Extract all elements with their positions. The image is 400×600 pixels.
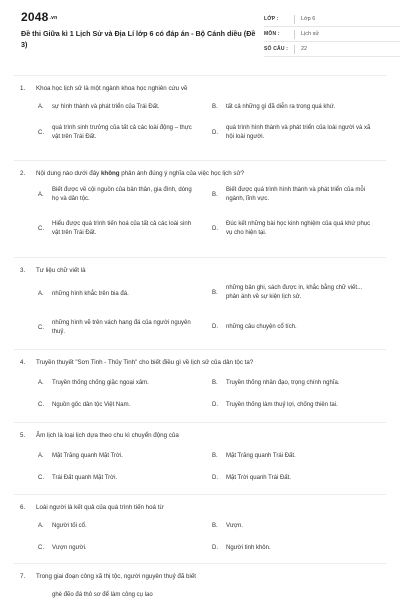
option-d[interactable] (212, 474, 372, 483)
option-c[interactable] (38, 401, 198, 410)
option-text: Truyền thống chống giặc ngoại xâm. (52, 380, 149, 386)
question-3 (14, 257, 386, 349)
question-text: Tư liệu chữ viết là (36, 267, 86, 274)
option-d[interactable] (212, 401, 372, 410)
option-text: Hiểu được quá trình tiến hoá của tất cả các loài sinh vật trên Trái Đất. (52, 221, 192, 236)
question-number: 1. (20, 85, 26, 92)
option-text: những hình vẽ trên vách hang đá của người nguyên thuỷ. (52, 320, 191, 335)
question-text: Trong giai đoạn công xã thị tộc, người nguyên thuỷ đã biết (36, 573, 197, 580)
question-text: Loài người là kết quả của quá trình tiến hoá từ (36, 504, 164, 511)
option-letter: A. (38, 523, 44, 529)
option-letter: C. (38, 324, 44, 331)
meta-divider (294, 15, 295, 24)
option-text: những bản ghi, sách được in, khắc bằng chữ viết... phản ánh về sự kiện lịch sử. (226, 285, 363, 300)
option-b[interactable] (212, 103, 372, 112)
option-a[interactable] (38, 522, 198, 531)
question-text: Truyền thuyết "Sơn Tinh - Thủy Tinh" cho biết điều gì về lịch sử của dân tộc ta? (36, 359, 254, 366)
option-text: Người tối cổ. (52, 523, 87, 529)
option-b[interactable] (212, 284, 372, 302)
question-number: 6. (20, 504, 26, 511)
question-4 (14, 349, 386, 421)
logo-text: 2048 (21, 10, 49, 24)
option-text: Người tinh khôn. (226, 545, 271, 551)
option-letter: A. (38, 191, 44, 198)
question-1 (14, 75, 386, 155)
option-letter: C. (38, 225, 44, 232)
option-b[interactable] (212, 186, 372, 204)
option-letter: B. (212, 380, 218, 386)
meta-label: MÔN : (264, 31, 280, 37)
option-c[interactable] (38, 319, 198, 337)
option-text: Vượn người. (52, 545, 87, 551)
option-letter: D. (212, 545, 218, 551)
option-letter: C. (38, 129, 44, 136)
option-a[interactable] (38, 186, 198, 204)
option-letter: C. (38, 475, 44, 481)
question-number: 7. (20, 573, 26, 580)
option-a[interactable] (38, 379, 198, 388)
option-d[interactable] (212, 220, 372, 238)
option-text: sự hình thành và phát triển của Trái Đất. (52, 104, 160, 110)
question-text-emphasis: không (100, 170, 120, 177)
question-stem (20, 573, 196, 580)
option-text: Nguồn gốc dân tộc Việt Nam. (52, 402, 131, 408)
option-letter: B. (212, 289, 218, 296)
meta-row-count (264, 42, 400, 57)
meta-row-subject (264, 27, 400, 42)
meta-divider (294, 45, 295, 54)
option-text: Truyền thống nhân đạo, trọng chính nghĩa. (226, 380, 340, 386)
option-text: quá trình hình thành và phát triển của loài người và xã hội loài người. (226, 125, 371, 140)
option-text: Truyền thống làm thuỷ lợi, chống thiên tai. (226, 402, 338, 408)
meta-value: Lớp 6 (301, 16, 316, 22)
question-stem (20, 170, 244, 177)
option-b[interactable] (212, 452, 372, 461)
option-c[interactable] (38, 124, 198, 142)
question-text: Khoa học lịch sử là một ngành khoa học nghiên cứu về (36, 85, 188, 92)
meta-value: Lịch sử (301, 31, 320, 37)
document-title: Đề thi Giữa kì 1 Lịch Sử và Địa Lí lớp 6 có đáp án - Bộ Cánh diều (Đề 3) (21, 29, 256, 49)
option-letter: C. (38, 402, 44, 408)
logo-suffix: .vn (49, 14, 58, 21)
option-a[interactable] (38, 103, 198, 112)
option-letter: B. (212, 191, 218, 198)
option-letter: A. (38, 453, 44, 459)
option-text: Mặt Trăng quanh Trái Đất. (226, 453, 296, 459)
meta-row-class (264, 12, 400, 27)
option-letter: B. (212, 104, 218, 110)
option-text: Đúc kết những bài học kinh nghiệm của quá khứ phục vụ cho hiện tại. (226, 221, 371, 236)
option-letter: D. (212, 324, 218, 330)
question-text: Âm lịch là loại lịch dựa theo chu kì chuyển động của (36, 432, 179, 439)
option-text: Trái Đất quanh Mặt Trời. (52, 475, 118, 481)
question-number: 3. (20, 267, 26, 274)
option-c[interactable] (38, 544, 198, 553)
option-d[interactable] (212, 323, 372, 332)
question-stem (20, 267, 86, 274)
question-stem (20, 432, 179, 439)
option-d[interactable] (212, 124, 372, 142)
option-b[interactable] (212, 379, 372, 388)
question-text-before: Nội dung nào dưới đây (36, 170, 101, 177)
meta-divider (294, 30, 295, 39)
option-letter: D. (212, 402, 218, 408)
option-text: ghè đẽo đá thô sơ để làm công cụ lao (52, 592, 153, 598)
question-number: 4. (20, 359, 26, 366)
option-letter: D. (212, 225, 218, 232)
option-text: Mặt Trăng quanh Mặt Trời. (52, 453, 123, 459)
question-number: 5. (20, 432, 26, 439)
option-letter: A. (38, 380, 44, 386)
question-number: 2. (20, 170, 26, 177)
option-text: Vượn. (226, 523, 243, 529)
question-7 (14, 563, 386, 600)
option-letter: C. (38, 545, 44, 551)
question-stem (20, 359, 253, 366)
question-stem (20, 85, 187, 92)
question-2 (14, 160, 386, 252)
worksheet-header (14, 0, 386, 64)
option-letter: A. (38, 291, 44, 297)
option-b[interactable] (212, 522, 372, 531)
question-stem (20, 504, 164, 511)
option-letter: B. (212, 523, 218, 529)
option-text: quá trình sinh trưởng của tất cả các loài động – thực vật trên Trái Đất. (52, 125, 192, 140)
option-c[interactable] (38, 474, 198, 483)
meta-label: SỐ CÂU : (264, 46, 289, 52)
option-letter: A. (38, 104, 44, 110)
option-letter: D. (212, 475, 218, 481)
option-letter: B. (212, 453, 218, 459)
question-text-after: phản ánh đúng ý nghĩa của việc học lịch sử? (119, 170, 245, 177)
option-c[interactable] (38, 220, 198, 238)
question-5 (14, 422, 386, 492)
option-d[interactable] (212, 544, 372, 553)
option-text: Biết được quá trình hình thành và phát triển của mỗi ngành, lĩnh vực. (226, 187, 366, 202)
option-a[interactable] (38, 452, 198, 461)
option-letter: D. (212, 129, 218, 136)
option-text: Mặt Trời quanh Trái Đất. (226, 475, 291, 481)
meta-table (264, 12, 400, 57)
option-text: những hình khắc trên bia đá. (52, 291, 129, 297)
meta-value: 22 (301, 46, 308, 52)
question-6 (14, 494, 386, 562)
option-text: tất cả những gì đã diễn ra trong quá khứ. (226, 104, 336, 110)
option-a[interactable] (38, 290, 198, 299)
site-logo[interactable] (21, 10, 57, 24)
option-text: những câu chuyện cổ tích. (226, 324, 297, 330)
meta-label: LỚP : (264, 16, 279, 22)
option-text: Biết được về cội nguồn của bản thân, gia đình, dòng họ và dân tộc. (52, 187, 192, 202)
option-a[interactable] (38, 591, 352, 600)
